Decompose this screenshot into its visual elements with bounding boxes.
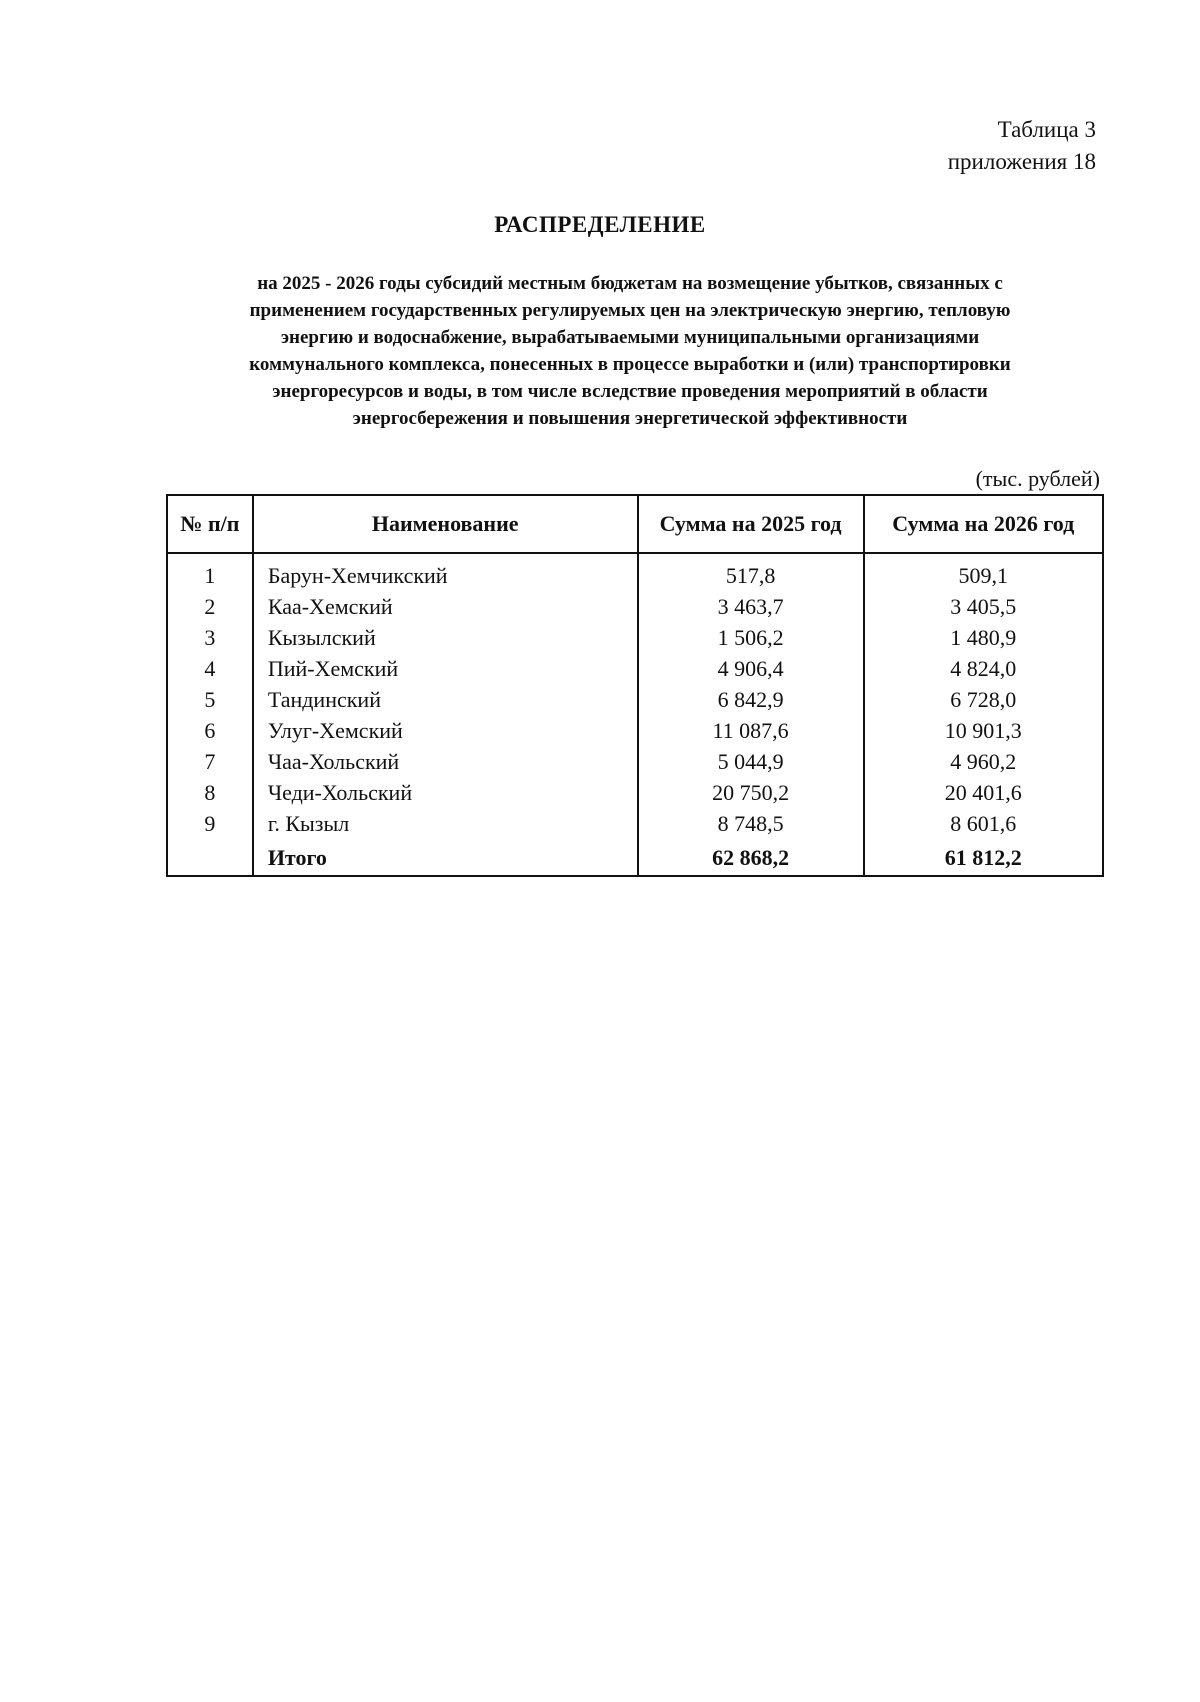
header-name: Наименование [253,495,638,553]
table-row [167,808,1103,839]
row-sum-2026: 4 824,0 [864,653,1103,684]
table-row [167,553,1103,591]
distribution-table [166,494,1104,877]
row-name: Барун-Хемчикский [253,553,638,591]
row-number: 4 [167,653,253,684]
subtitle-line: на 2025 - 2026 годы субсидий местным бюджетам на возмещение убытков, связанных с [257,273,1003,294]
table-row [167,715,1103,746]
units-label: (тыс. рублей) [975,466,1100,491]
subtitle-line: коммунального комплекса, понесенных в процессе выработки и (или) транспортировки [249,354,1011,375]
row-number: 8 [167,777,253,808]
header-number: № п/п [167,495,253,553]
subtitle-line: энергоресурсов и воды, в том числе вследствие проведения мероприятий в области [272,381,988,402]
table-row [167,746,1103,777]
table-row [167,777,1103,808]
row-name: Пий-Хемский [253,653,638,684]
table-row [167,591,1103,622]
row-name: Чеди-Хольский [253,777,638,808]
row-number: 2 [167,591,253,622]
row-number: 6 [167,715,253,746]
document-title: РАСПРЕДЕЛЕНИЕ [494,212,706,237]
row-number: 5 [167,684,253,715]
row-number: 9 [167,808,253,839]
row-sum-2025: 4 906,4 [638,653,864,684]
table-row [167,653,1103,684]
header-sum-2025: Сумма на 2025 год [638,495,864,553]
subtitle-line: энергию и водоснабжение, вырабатываемыми муниципальными организациями [280,327,980,348]
row-sum-2025: 3 463,7 [638,591,864,622]
row-number: 7 [167,746,253,777]
total-number-cell [167,839,253,876]
row-sum-2025: 8 748,5 [638,808,864,839]
row-sum-2026: 8 601,6 [864,808,1103,839]
row-sum-2025: 20 750,2 [638,777,864,808]
table-total-row [167,839,1103,876]
row-name: г. Кызыл [253,808,638,839]
row-name: Кызылский [253,622,638,653]
total-label: Итого [253,839,638,876]
row-sum-2025: 5 044,9 [638,746,864,777]
row-sum-2026: 6 728,0 [864,684,1103,715]
document-header [948,114,1096,178]
row-sum-2025: 11 087,6 [638,715,864,746]
subtitle-line: энергосбережения и повышения энергетической эффективности [352,408,908,429]
table-label: Таблица 3 [997,117,1096,142]
row-sum-2026: 10 901,3 [864,715,1103,746]
row-sum-2025: 1 506,2 [638,622,864,653]
row-sum-2026: 509,1 [864,553,1103,591]
appendix-label: приложения 18 [947,149,1096,174]
row-name: Чаа-Хольский [253,746,638,777]
document-subtitle [170,270,1090,432]
table-header-row [167,495,1103,553]
table-row [167,622,1103,653]
row-sum-2025: 6 842,9 [638,684,864,715]
total-sum-2025: 62 868,2 [638,839,864,876]
row-sum-2026: 20 401,6 [864,777,1103,808]
row-name: Тандинский [253,684,638,715]
row-sum-2026: 4 960,2 [864,746,1103,777]
row-sum-2026: 1 480,9 [864,622,1103,653]
row-number: 3 [167,622,253,653]
subtitle-line: применением государственных регулируемых цен на электрическую энергию, тепловую [249,300,1011,321]
total-sum-2026: 61 812,2 [864,839,1103,876]
table-row [167,684,1103,715]
row-number: 1 [167,553,253,591]
row-sum-2025: 517,8 [638,553,864,591]
row-name: Улуг-Хемский [253,715,638,746]
header-sum-2026: Сумма на 2026 год [864,495,1103,553]
row-sum-2026: 3 405,5 [864,591,1103,622]
row-name: Каа-Хемский [253,591,638,622]
